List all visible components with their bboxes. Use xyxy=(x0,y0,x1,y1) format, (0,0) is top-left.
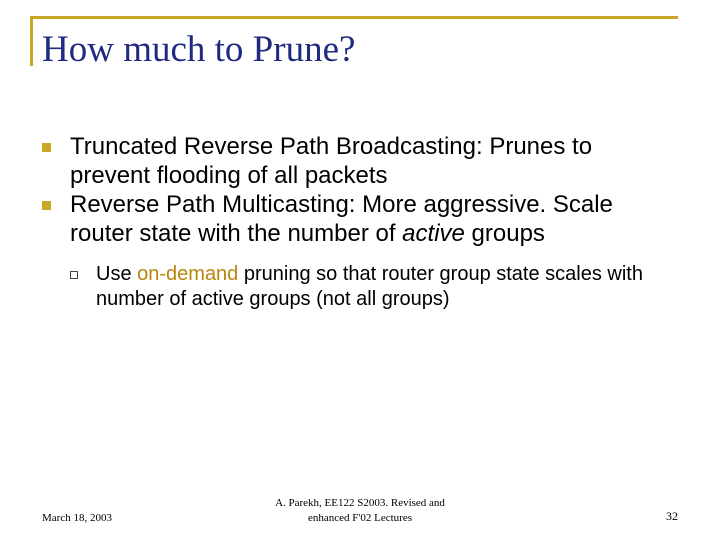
sub-bullet-prefix: Use xyxy=(96,263,138,285)
footer-credit xyxy=(240,496,480,526)
page-number: 32 xyxy=(666,509,678,523)
sub-bullet-highlight: on-demand xyxy=(137,263,239,285)
slide-title: How much to Prune? xyxy=(42,29,356,70)
square-bullet-icon xyxy=(42,143,51,152)
bullet-text: Reverse Path Multicasting: More aggressive. Scale router state with the number of xyxy=(70,191,613,247)
sub-bullet-suffix: pruning so that router group state scales with number of active groups (not all groups) xyxy=(96,263,643,310)
square-bullet-icon xyxy=(42,201,51,210)
bullet-text: Truncated Reverse Path Broadcasting: Prunes to prevent flooding of all packets xyxy=(70,133,593,189)
footer-credit-line-2: enhanced F'02 Lectures xyxy=(308,512,412,524)
title-frame-left-rule xyxy=(30,16,33,66)
footer-date: March 18, 2003 xyxy=(42,512,112,524)
bullet-text-end: groups xyxy=(464,220,545,247)
title-frame-top-rule xyxy=(30,16,678,19)
footer-credit-line-1: A. Parekh, EE122 S2003. Revised and xyxy=(275,497,445,509)
bullet-item-truncated-rpb xyxy=(0,132,670,190)
hollow-square-bullet-icon xyxy=(70,271,78,279)
bullet-list xyxy=(0,132,720,312)
bullet-item-rpm xyxy=(0,190,670,248)
bullet-emphasis: active xyxy=(402,220,465,247)
sub-bullet-item-on-demand xyxy=(0,262,686,312)
